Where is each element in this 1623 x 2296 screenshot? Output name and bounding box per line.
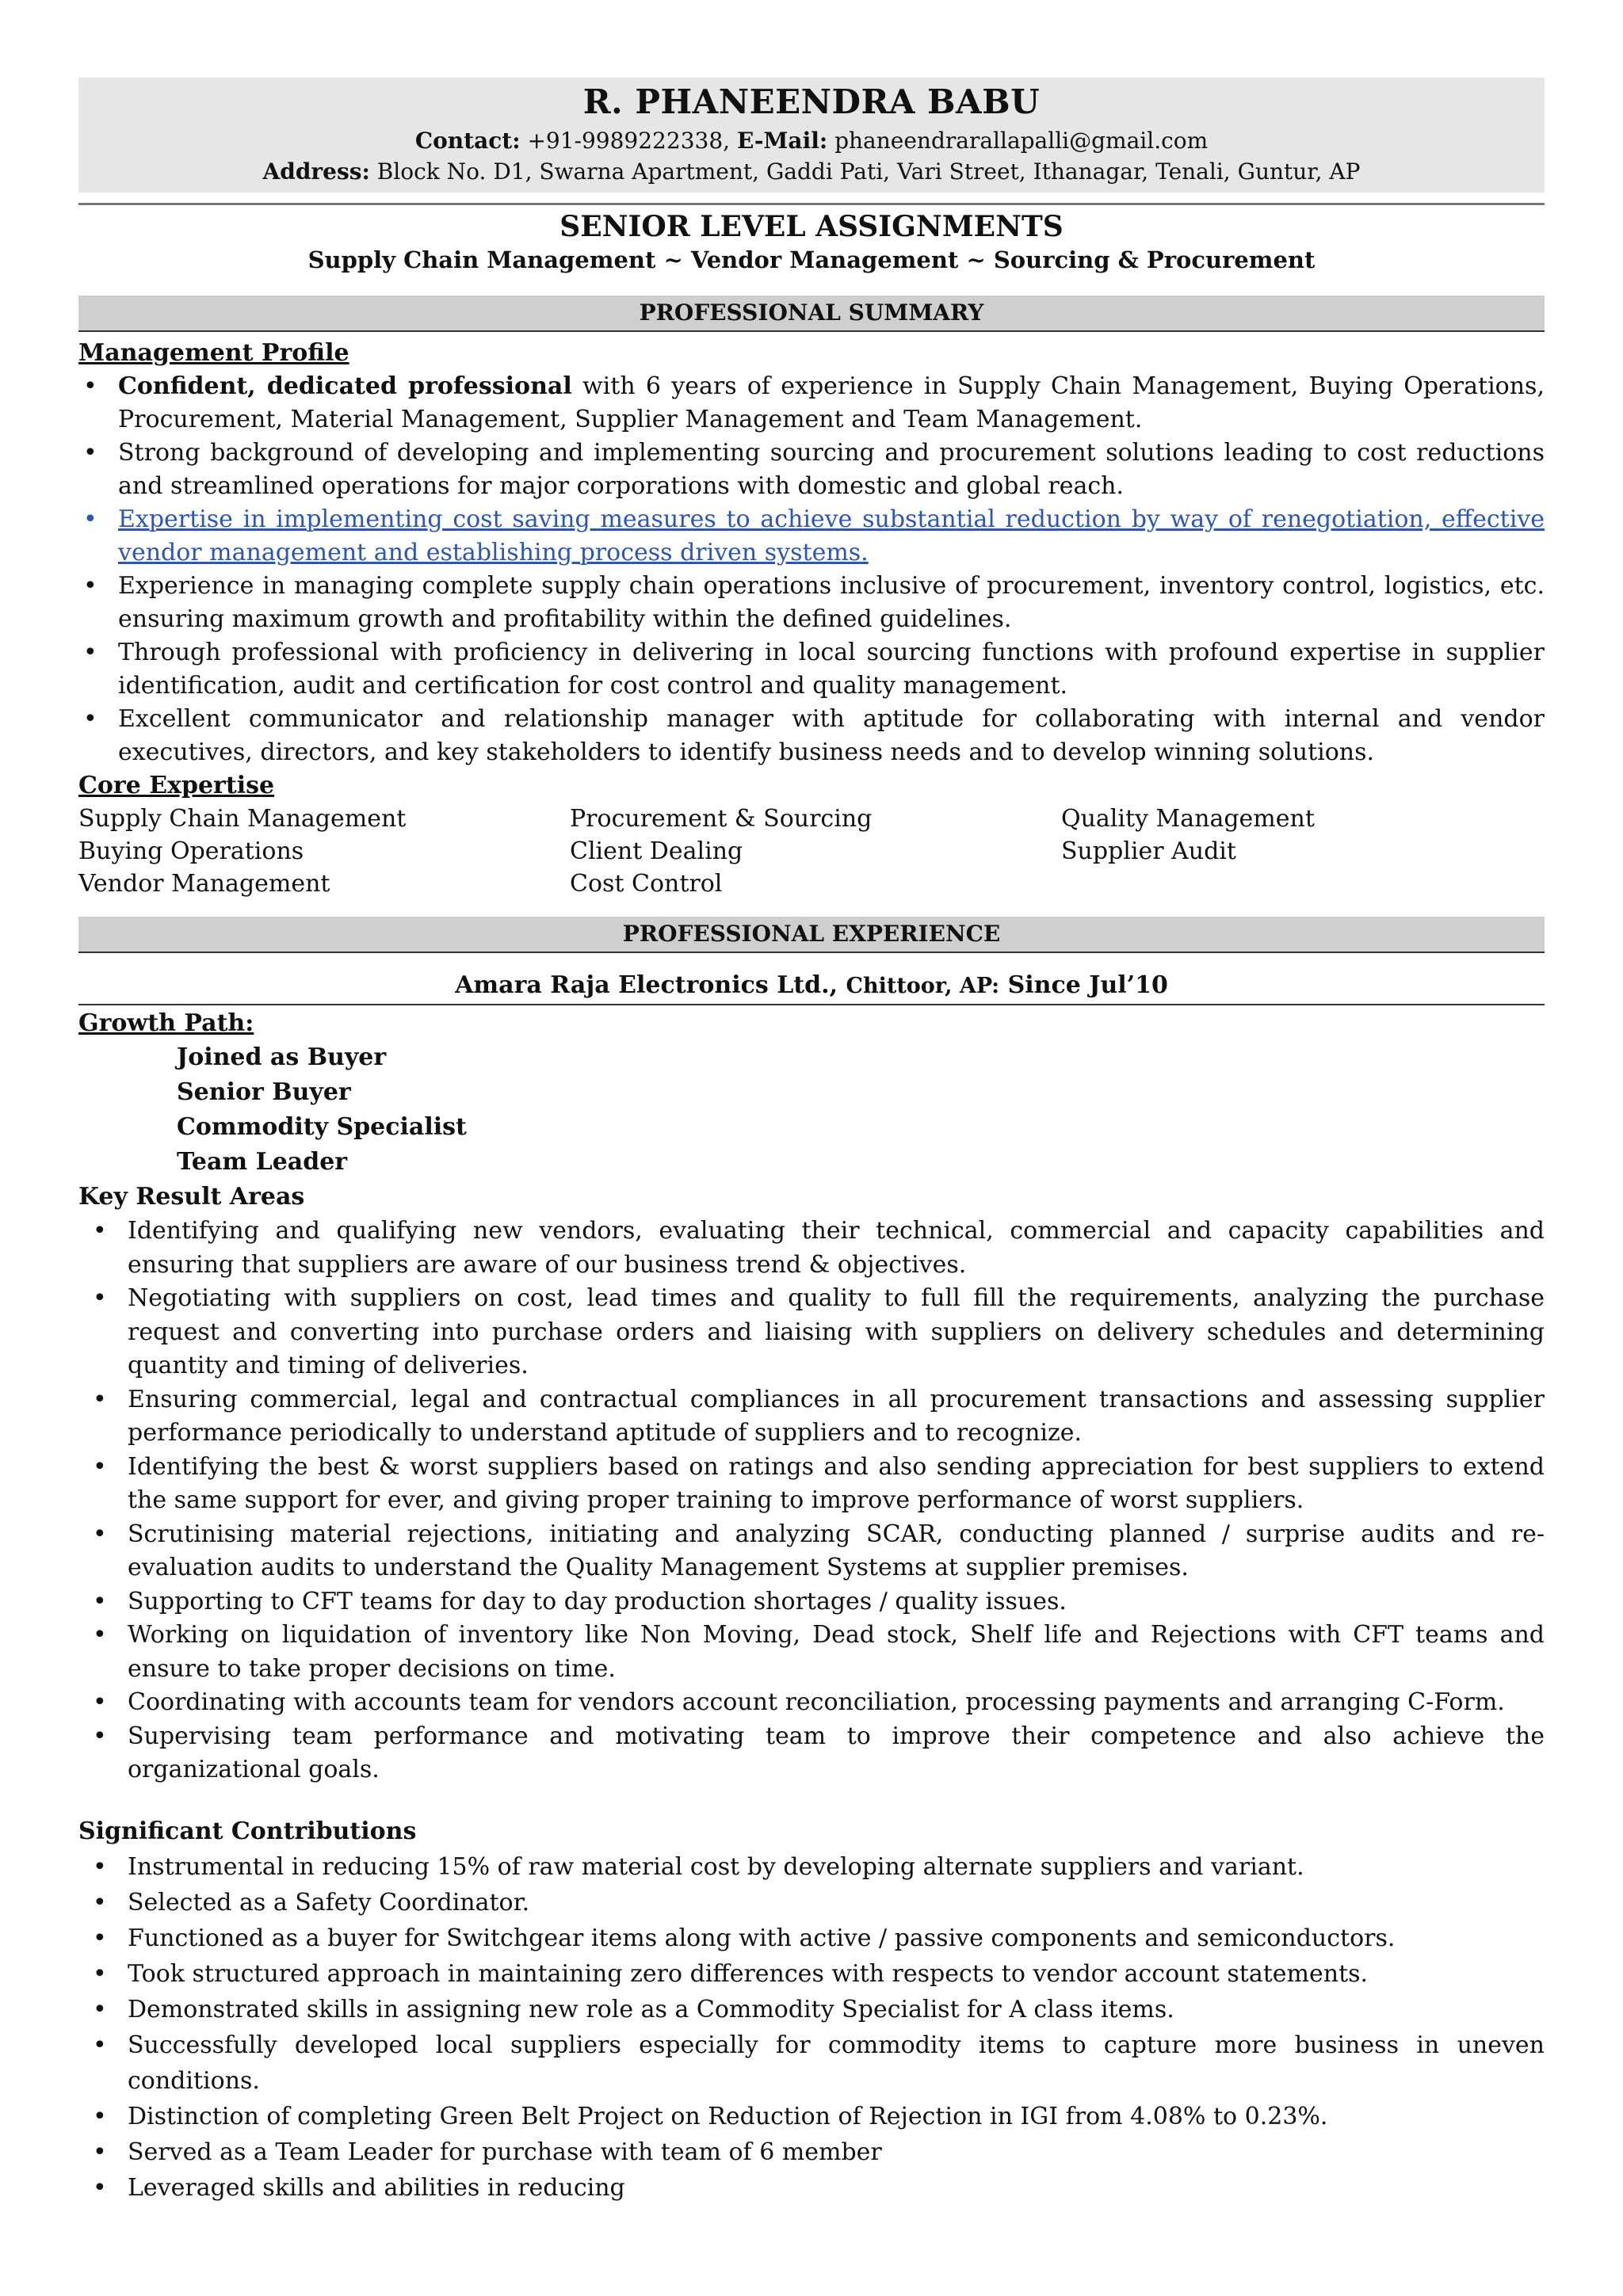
professional-experience-heading: PROFESSIONAL EXPERIENCE	[78, 917, 1545, 953]
bullet-bold-text: Confident, dedicated professional	[118, 372, 572, 400]
list-item: • Selected as a Safety Coordinator.	[128, 1885, 1545, 1920]
resume-content	[78, 78, 1545, 2206]
core-skill: Buying Operations	[78, 837, 304, 865]
address-text: Block No. D1, Swarna Apartment, Gaddi Pati, Vari Street, Ithanagar, Tenali, Guntur, AP	[376, 158, 1361, 185]
list-item	[118, 370, 1545, 437]
significant-contributions-list	[78, 1849, 1545, 2206]
list-item: • Identifying the best & worst suppliers based on ratings and also sending appreciation for best suppliers to extend the same support for ever, and giving proper training to improve performance of worst suppliers.	[128, 1451, 1545, 1518]
header-divider	[78, 203, 1545, 205]
management-profile-heading: Management Profile	[78, 339, 349, 367]
list-item: • Experience in managing complete supply chain operations inclusive of procurement, inventory control, logistics, etc. ensuring maximum growth and profitability within the defined guidelines.	[118, 570, 1545, 636]
contact-line: Contact: +91-9989222338, E-Mail: phaneendrarallapalli@gmail.com	[414, 128, 1209, 154]
significant-contributions-heading: Significant Contributions	[78, 1817, 417, 1845]
growth-role: Team Leader	[177, 1148, 348, 1176]
growth-role: Commodity Specialist	[177, 1113, 467, 1141]
assignments-title: SENIOR LEVEL ASSIGNMENTS	[559, 210, 1064, 243]
list-item: • Functioned as a buyer for Switchgear items along with active / passive components and semiconductors.	[128, 1920, 1545, 1956]
key-result-areas-list	[78, 1215, 1545, 1787]
bullet-text: with 6 years of experience in Supply Chain Management, Buying Operations, Procurement, Material Management, Supplier Management and Team Management.	[118, 372, 1545, 433]
core-skill	[1061, 868, 1545, 900]
list-item: • Coordinating with accounts team for vendors account reconciliation, processing payments and arranging C-Form.	[128, 1686, 1545, 1720]
list-item: • Successfully developed local suppliers especially for commodity items to capture more business in uneven conditions.	[128, 2027, 1545, 2099]
core-skill: Procurement & Sourcing	[570, 805, 873, 833]
email-address: phaneendrarallapalli@gmail.com	[834, 128, 1209, 154]
list-item: • Instrumental in reducing 15% of raw material cost by developing alternate suppliers and variant.	[128, 1849, 1545, 1885]
list-item: • Distinction of completing Green Belt Project on Reduction of Rejection in IGI from 4.08% to 0.23%.	[128, 2099, 1545, 2134]
core-skill: Supplier Audit	[1061, 837, 1236, 865]
company-since: Since Jul’10	[1007, 971, 1168, 999]
core-skill: Supply Chain Management	[78, 805, 407, 833]
management-profile-list	[78, 370, 1545, 769]
core-skill: Quality Management	[1061, 805, 1315, 833]
list-item: • Identifying and qualifying new vendors, evaluating their technical, commercial and capacity capabilities and ensuring that suppliers are aware of our business trend & objectives.	[128, 1215, 1545, 1282]
address-label: Address:	[262, 158, 370, 185]
list-item: • Leveraged skills and abilities in reducing	[128, 2170, 1545, 2206]
company-line	[78, 967, 1545, 1005]
list-item: • Scrutinising material rejections, initiating and analyzing SCAR, conducting planned / surprise audits and re-evaluation audits to understand the Quality Management Systems at supplier premises.	[128, 1518, 1545, 1585]
growth-role: Joined as Buyer	[177, 1043, 387, 1071]
assignments-subtitle: Supply Chain Management ~ Vendor Management ~ Sourcing & Procurement	[307, 246, 1316, 273]
list-item: • Working on liquidation of inventory like Non Moving, Dead stock, Shelf life and Rejections with CFT teams and ensure to take proper decisions on time.	[128, 1619, 1545, 1686]
list-item: • Ensuring commercial, legal and contractual compliances in all procurement transactions and assessing supplier performance periodically to understand aptitude of suppliers and to recognize.	[128, 1383, 1545, 1451]
list-item: • Strong background of developing and implementing sourcing and procurement solutions leading to cost reductions and streamlined operations for major corporations with domestic and global reach.	[118, 437, 1545, 503]
list-item: • Supporting to CFT teams for day to day production shortages / quality issues.	[128, 1585, 1545, 1619]
address-line	[78, 158, 1545, 185]
list-item: • Through professional with proficiency in delivering in local sourcing functions with profound expertise in supplier identification, audit and certification for cost control and quality management.	[118, 636, 1545, 703]
professional-summary-heading: PROFESSIONAL SUMMARY	[78, 296, 1545, 332]
list-item: • Took structured approach in maintaining zero differences with respects to vendor account statements.	[128, 1956, 1545, 1992]
list-item: • Demonstrated skills in assigning new role as a Commodity Specialist for A class items.	[128, 1992, 1545, 2027]
core-skill: Client Dealing	[570, 837, 743, 865]
company-location: Chittoor, AP:	[846, 974, 1000, 998]
email-label: E-Mail:	[736, 128, 828, 154]
candidate-name: R. PHANEENDRA BABU	[582, 82, 1041, 121]
growth-role: Senior Buyer	[177, 1078, 351, 1106]
core-expertise-grid	[78, 803, 1545, 900]
core-skill: Cost Control	[570, 870, 723, 898]
hyperlink-item[interactable]: • Expertise in implementing cost saving measures to achieve substantial reduction by way of renegotiation, effective vendor management and establishing process driven systems.	[118, 503, 1545, 570]
company-name: Amara Raja Electronics Ltd.,	[455, 971, 838, 999]
list-item: • Supervising team performance and motivating team to improve their competence and also achieve the organizational goals.	[128, 1720, 1545, 1787]
list-item: • Negotiating with suppliers on cost, lead times and quality to full fill the requirements, analyzing the purchase request and converting into purchase orders and liaising with suppliers on delivery schedules and determining quantity and timing of deliveries.	[128, 1282, 1545, 1383]
header-band	[78, 78, 1545, 193]
phone-number: +91-9989222338	[527, 128, 724, 154]
list-item: • Served as a Team Leader for purchase with team of 6 member	[128, 2134, 1545, 2170]
list-item: • Excellent communicator and relationship manager with aptitude for collaborating with internal and vendor executives, directors, and key stakeholders to identify business needs and to develop winning solutions.	[118, 703, 1545, 769]
core-expertise-heading: Core Expertise	[78, 772, 275, 799]
core-skill: Vendor Management	[78, 870, 330, 898]
key-result-areas-heading: Key Result Areas	[78, 1183, 305, 1211]
growth-path-heading: Growth Path:	[78, 1009, 254, 1037]
contact-label: Contact:	[414, 128, 521, 154]
